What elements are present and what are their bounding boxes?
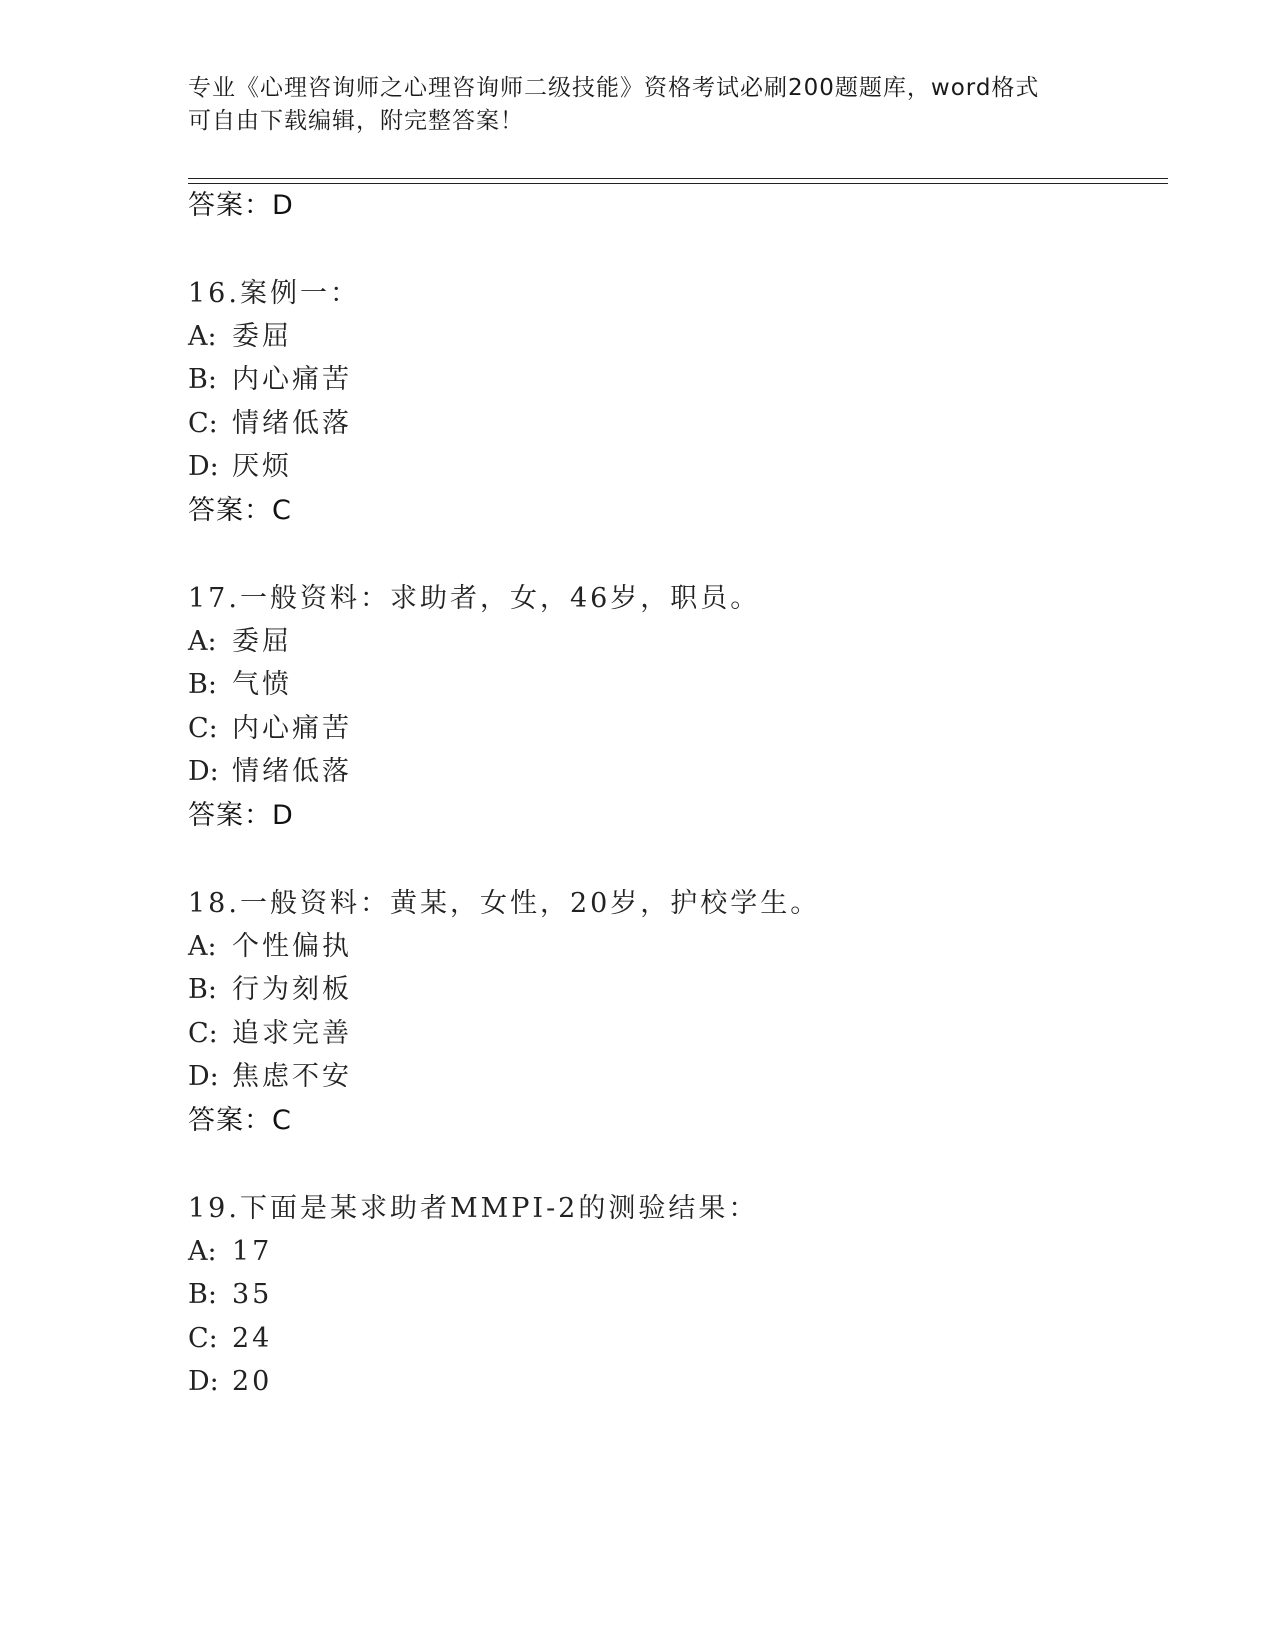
option-label: D: [188, 1061, 219, 1092]
option-text: 17 [232, 1236, 273, 1267]
option-text: 情绪低落 [232, 408, 352, 439]
option-label: D: [188, 756, 219, 787]
option-label: C: [188, 1018, 218, 1049]
option-label: B: [188, 364, 217, 395]
header-divider-bottom [188, 183, 1168, 184]
option-label: B: [188, 1279, 217, 1310]
question-19-option-b [188, 1279, 272, 1311]
option-label: D: [188, 451, 219, 482]
option-label: A: [188, 1236, 217, 1267]
option-text: 内心痛苦 [232, 364, 352, 395]
question-16-stem: 16.案例一： [188, 278, 360, 309]
option-label: A: [188, 626, 217, 657]
question-18-option-b [188, 974, 352, 1006]
question-18-option-a [188, 931, 352, 963]
option-label: D: [188, 1366, 219, 1397]
option-text: 行为刻板 [232, 974, 352, 1005]
header-divider-top [188, 178, 1168, 179]
question-17-answer: 答案：D [188, 800, 294, 831]
option-text: 追求完善 [232, 1018, 352, 1049]
question-18-answer: 答案：C [188, 1105, 292, 1136]
option-label: C: [188, 408, 218, 439]
option-text: 气愤 [232, 669, 292, 700]
question-17-option-b [188, 669, 292, 701]
question-16-option-a [188, 321, 292, 353]
question-17-option-d [188, 756, 352, 788]
question-17-stem: 17.一般资料：求助者，女，46岁，职员。 [188, 583, 761, 614]
question-19-option-a [188, 1236, 272, 1268]
option-text: 厌烦 [232, 451, 292, 482]
option-text: 个性偏执 [232, 931, 352, 962]
previous-answer: 答案：D [188, 190, 294, 221]
option-label: A: [188, 931, 217, 962]
question-17-option-a [188, 626, 292, 658]
option-label: C: [188, 1323, 218, 1354]
question-19-option-c [188, 1323, 272, 1355]
option-text: 委屈 [232, 321, 292, 352]
option-label: A: [188, 321, 217, 352]
document-header [188, 72, 1088, 138]
option-text: 35 [232, 1279, 273, 1310]
header-line-1: 专业《心理咨询师之心理咨询师二级技能》资格考试必刷200题题库，word格式 [188, 75, 1040, 101]
question-16-answer: 答案：C [188, 495, 292, 526]
question-18-stem: 18.一般资料：黄某，女性，20岁，护校学生。 [188, 888, 821, 919]
option-text: 情绪低落 [232, 756, 352, 787]
option-text: 24 [232, 1323, 273, 1354]
question-19-option-d [188, 1366, 272, 1398]
question-16-option-c [188, 408, 352, 440]
option-text: 委屈 [232, 626, 292, 657]
option-text: 焦虑不安 [232, 1061, 352, 1092]
header-line-2: 可自由下载编辑，附完整答案！ [188, 108, 524, 134]
question-16-option-d [188, 451, 292, 483]
question-16-option-b [188, 364, 352, 396]
question-18-option-c [188, 1018, 352, 1050]
question-18-option-d [188, 1061, 352, 1093]
option-text: 20 [232, 1366, 273, 1397]
option-label: B: [188, 669, 217, 700]
option-text: 内心痛苦 [232, 713, 352, 744]
option-label: B: [188, 974, 217, 1005]
option-label: C: [188, 713, 218, 744]
question-17-option-c [188, 713, 352, 745]
question-19-stem: 19.下面是某求助者MMPI-2的测验结果： [188, 1193, 759, 1224]
